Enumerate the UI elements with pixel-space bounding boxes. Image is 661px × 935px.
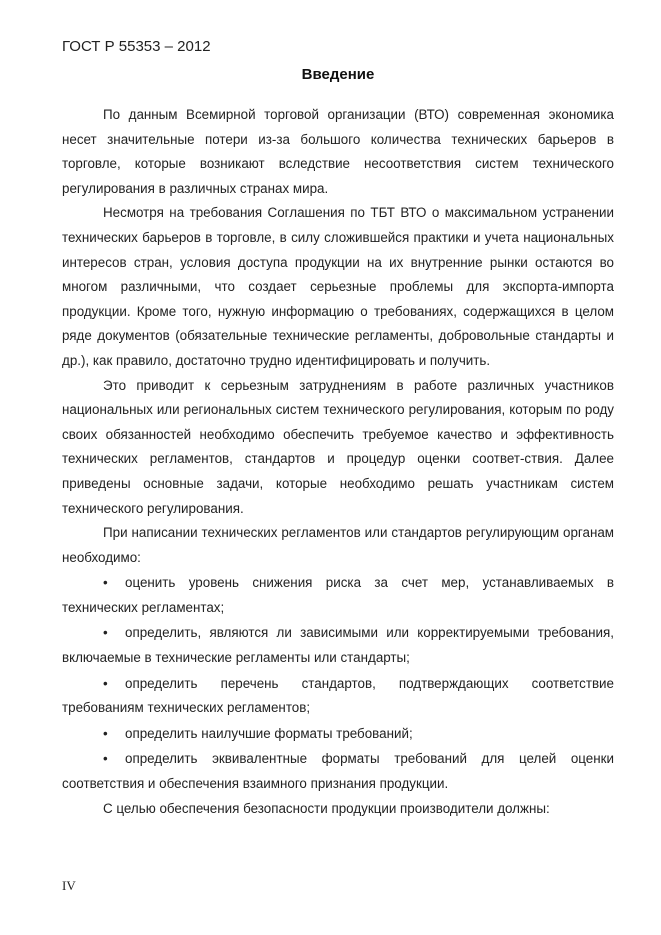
- document-code-header: ГОСТ Р 55353 – 2012: [62, 38, 211, 55]
- paragraph-closing: С целью обеспечения безопасности продукции производители должны:: [103, 800, 550, 816]
- paragraph-difficulties: Это приводит к серьезным затруднениям в работе различных участников национальных или региональных систем технического регулирования, которым по роду своих обязанностей необходимо обеспечить требуемое качество и эффективность технических регламентов, стандартов и процедур оценки соответ-ствия. Далее приведены основные задачи, которые необходимо решать участникам систем технического регулирования.: [62, 377, 614, 516]
- list-item: [62, 620, 614, 670]
- paragraph-regulators: При написании технических регламентов или стандартов регулирующим органам необходимо:: [62, 525, 614, 565]
- bullet-icon: •: [103, 575, 108, 591]
- list-item-text: оценить уровень снижения риска за счет мер, устанавливаемых в технических регламентах;: [62, 575, 614, 615]
- list-item: [62, 721, 614, 747]
- list-item-text: определить эквивалентные форматы требований для целей оценки соответствия и обеспечения взаимного признания продукции.: [62, 751, 614, 792]
- section-title: Введение: [301, 66, 375, 83]
- list-item-text: определить перечень стандартов, подтверждающих соответствие требованиям технических регламентов;: [62, 675, 614, 716]
- list-item: [62, 671, 614, 721]
- bullet-icon: •: [103, 675, 108, 691]
- paragraph-barriers: Несмотря на требования Соглашения по ТБТ ВТО о максимальном устранении технических барьеров в торговле, в силу сложившейся практики и учета национальных интересов стран, условия доступа продукции на их внутренние рынки остаются во многом различными, что создает серьезные проблемы для экспорта-импорта продукции. Кроме того, нужную информацию о требованиях, содержащихся в целом ряде документов (обязательные технические регламенты, добровольные стандарты и др.), как правило, достаточно трудно идентифицировать и получить.: [62, 205, 614, 368]
- document-body: [62, 103, 614, 821]
- bullet-icon: •: [103, 725, 108, 741]
- paragraph-intro: По данным Всемирной торговой организации (ВТО) современная экономика несет значительные потери из-за большого количества технических барьеров в торговле, которые возникают вследствие несоответствия систем технического регулирования в различных странах мира.: [62, 107, 614, 196]
- list-item-text: определить наилучшие форматы требований;: [125, 725, 413, 741]
- bullet-icon: •: [103, 751, 108, 767]
- list-item: [62, 746, 614, 796]
- page-number: IV: [62, 878, 76, 893]
- bullet-icon: •: [103, 625, 108, 641]
- list-item-text: определить, являются ли зависимыми или корректируемыми требования, включаемые в технические регламенты или стандарты;: [62, 625, 614, 666]
- list-item: [62, 570, 614, 620]
